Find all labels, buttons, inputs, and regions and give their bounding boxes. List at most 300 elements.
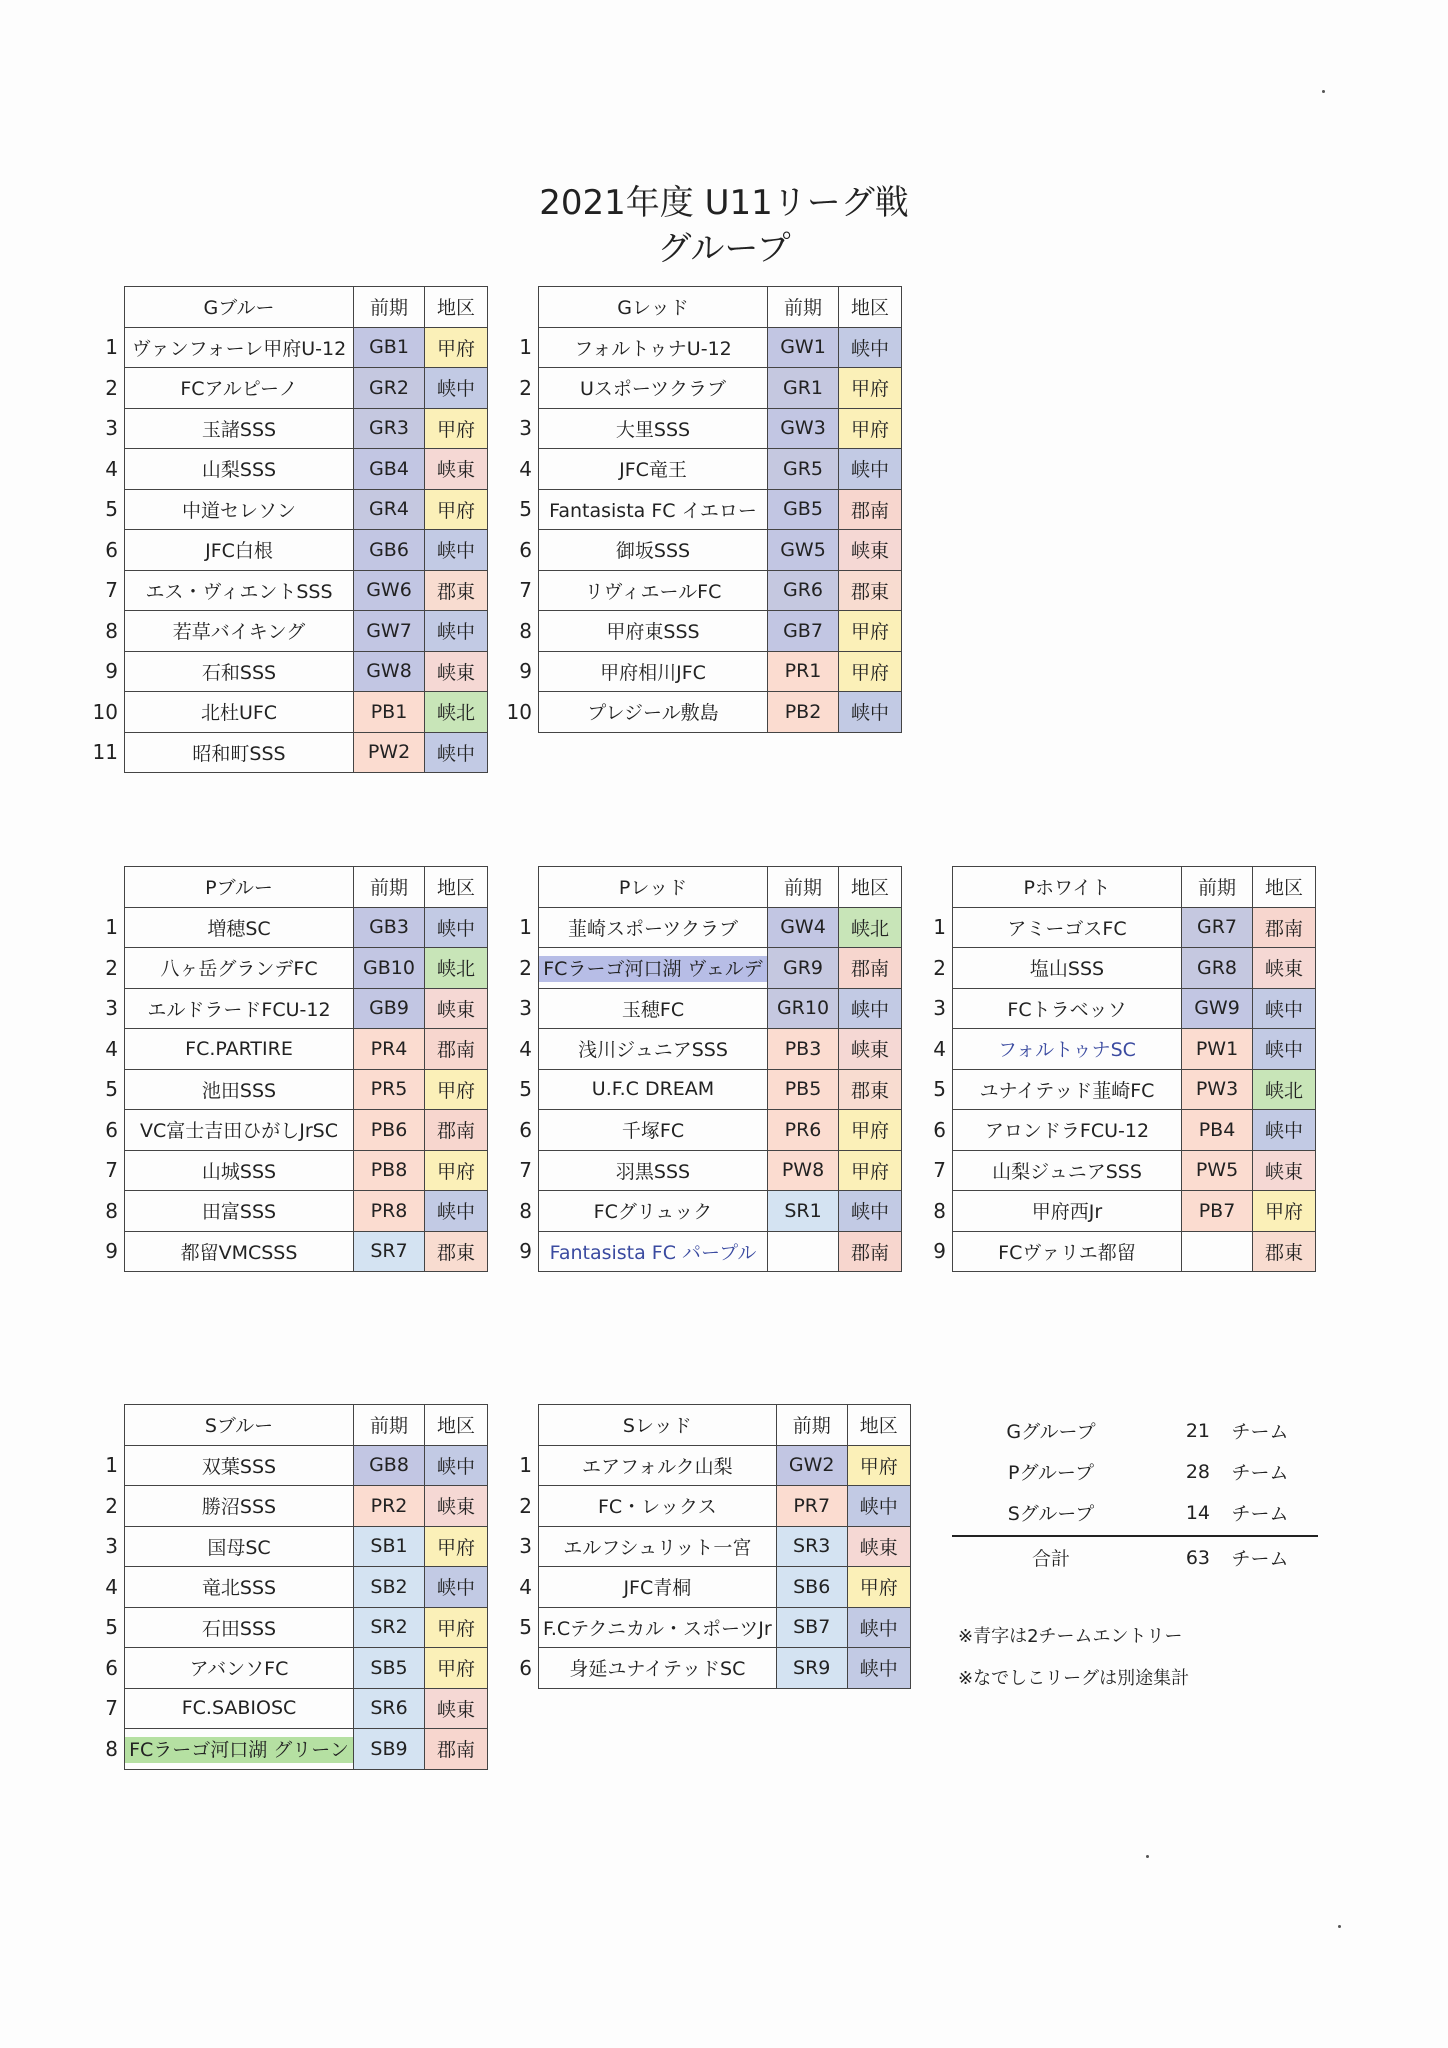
row-number: 5 bbox=[933, 1077, 946, 1102]
team-name-text: 韮崎スポーツクラブ bbox=[567, 917, 739, 940]
prev-code: PR2 bbox=[354, 1486, 425, 1527]
row-number: 6 bbox=[105, 1655, 118, 1680]
row-number: 8 bbox=[105, 1198, 118, 1223]
table-row bbox=[500, 1191, 902, 1232]
header-prev: 前期 bbox=[354, 867, 425, 908]
table-row bbox=[86, 489, 488, 530]
area: 峡中 bbox=[847, 1607, 910, 1648]
table-row bbox=[914, 988, 1316, 1029]
table-row bbox=[86, 692, 488, 733]
group-table-p-blue bbox=[86, 866, 488, 1272]
prev-code: SB1 bbox=[354, 1526, 425, 1567]
team-name-text: アロンドラFCU-12 bbox=[984, 1120, 1150, 1143]
group-table bbox=[500, 866, 902, 1272]
header-blank bbox=[86, 867, 125, 908]
team-name bbox=[125, 1486, 354, 1527]
prev-code: GB5 bbox=[768, 489, 839, 530]
table-row bbox=[86, 1191, 488, 1232]
row-number: 6 bbox=[105, 537, 118, 562]
table-row bbox=[86, 530, 488, 571]
prev-code: PR5 bbox=[354, 1069, 425, 1110]
team-name-text: リヴィエールFC bbox=[584, 580, 722, 603]
row-number: 2 bbox=[105, 375, 118, 400]
prev-code: GW7 bbox=[354, 611, 425, 652]
summary-row bbox=[952, 1492, 1318, 1533]
prev-code: GR9 bbox=[768, 948, 839, 989]
row-number: 2 bbox=[519, 1493, 532, 1518]
team-name-text: アミーゴスFC bbox=[1007, 917, 1127, 940]
team-name-text: 玉穂FC bbox=[621, 998, 685, 1021]
team-name-text: 竜北SSS bbox=[201, 1577, 277, 1600]
table-row bbox=[86, 1526, 488, 1567]
summary-count: 14 bbox=[1185, 1501, 1210, 1524]
group-table-p-red bbox=[500, 866, 902, 1272]
note-blue-text: ※青字は2チームエントリー bbox=[958, 1626, 1183, 1647]
prev-code: GB3 bbox=[354, 907, 425, 948]
team-name bbox=[953, 1029, 1182, 1070]
header-row bbox=[914, 867, 1316, 908]
title-line1: 2021年度 U11リーグ戦 bbox=[539, 183, 909, 223]
row-number: 6 bbox=[519, 1655, 532, 1680]
team-name bbox=[539, 1526, 777, 1567]
note-nadeshiko: ※なでしこリーグは別途集計 bbox=[958, 1668, 1190, 1689]
header-prev: 前期 bbox=[776, 1405, 847, 1446]
team-name-text: Fantasista FC イエロー bbox=[549, 499, 757, 522]
row-number: 4 bbox=[105, 456, 118, 481]
prev-code: GR1 bbox=[768, 368, 839, 409]
table-row bbox=[500, 449, 902, 490]
team-name bbox=[539, 530, 768, 571]
row-number: 11 bbox=[92, 740, 118, 765]
team-name-text: 身延ユナイテッドSC bbox=[569, 1658, 746, 1681]
table-row bbox=[500, 408, 902, 449]
header-blank bbox=[500, 287, 539, 328]
team-name bbox=[539, 489, 768, 530]
summary-label: Sグループ bbox=[1007, 1503, 1095, 1525]
team-name bbox=[125, 327, 354, 368]
row-number: 1 bbox=[933, 915, 946, 940]
area: 甲府 bbox=[847, 1567, 910, 1608]
prev-code: PB7 bbox=[1182, 1191, 1253, 1232]
prev-code: SR7 bbox=[354, 1231, 425, 1272]
team-name-text: JFC竜王 bbox=[619, 459, 687, 482]
group-name: Gレッド bbox=[539, 287, 768, 328]
prev-code: PB1 bbox=[354, 692, 425, 733]
prev-code: PR6 bbox=[768, 1110, 839, 1151]
header-prev: 前期 bbox=[354, 287, 425, 328]
row-number: 5 bbox=[519, 1077, 532, 1102]
area: 甲府 bbox=[425, 1648, 488, 1689]
row-number: 7 bbox=[105, 1158, 118, 1183]
row-number: 5 bbox=[519, 1615, 532, 1640]
table-row bbox=[86, 1729, 488, 1770]
team-name bbox=[125, 692, 354, 733]
team-name bbox=[539, 1607, 777, 1648]
row-number: 7 bbox=[933, 1158, 946, 1183]
team-name-text: FC.PARTIRE bbox=[185, 1037, 293, 1060]
area: 甲府 bbox=[839, 651, 902, 692]
team-name-text: FCヴァリエ都留 bbox=[998, 1241, 1136, 1264]
team-name-text: FCグリュック bbox=[593, 1201, 713, 1224]
prev-code: GR7 bbox=[1182, 907, 1253, 948]
area: 峡中 bbox=[425, 1191, 488, 1232]
team-name bbox=[125, 1191, 354, 1232]
prev-code: GB1 bbox=[354, 327, 425, 368]
header-area: 地区 bbox=[425, 1405, 488, 1446]
team-name-text: アバンソFC bbox=[189, 1658, 289, 1681]
table-row bbox=[500, 611, 902, 652]
prev-code: GW5 bbox=[768, 530, 839, 571]
area: 峡中 bbox=[425, 368, 488, 409]
area: 峡東 bbox=[425, 1688, 488, 1729]
group-name: Sブルー bbox=[125, 1405, 354, 1446]
team-name bbox=[953, 907, 1182, 948]
table-row bbox=[914, 1150, 1316, 1191]
prev-code bbox=[768, 1231, 839, 1272]
row-number: 4 bbox=[519, 1036, 532, 1061]
team-name bbox=[125, 570, 354, 611]
area: 峡東 bbox=[839, 1029, 902, 1070]
team-name bbox=[125, 1648, 354, 1689]
team-name bbox=[125, 1688, 354, 1729]
row-number: 8 bbox=[519, 1198, 532, 1223]
team-name bbox=[539, 570, 768, 611]
table-row bbox=[86, 570, 488, 611]
area: 郡南 bbox=[425, 1729, 488, 1770]
area: 郡南 bbox=[839, 948, 902, 989]
row-number: 4 bbox=[933, 1036, 946, 1061]
table-row bbox=[500, 1648, 910, 1689]
table-row bbox=[86, 1648, 488, 1689]
prev-code: GW6 bbox=[354, 570, 425, 611]
area: 郡南 bbox=[839, 489, 902, 530]
prev-code: GW4 bbox=[768, 907, 839, 948]
area: 甲府 bbox=[425, 408, 488, 449]
team-name bbox=[539, 692, 768, 733]
table-row bbox=[86, 1688, 488, 1729]
prev-code: GW1 bbox=[768, 327, 839, 368]
row-number: 6 bbox=[933, 1117, 946, 1142]
team-name bbox=[953, 1191, 1182, 1232]
area: 峡中 bbox=[1253, 1029, 1316, 1070]
team-name-text: FC・レックス bbox=[597, 1496, 717, 1519]
team-name bbox=[539, 408, 768, 449]
row-number: 9 bbox=[519, 659, 532, 684]
summary-total-unit: チーム bbox=[1231, 1548, 1289, 1570]
team-name-text: 甲府東SSS bbox=[606, 621, 700, 644]
scan-speck bbox=[1146, 1855, 1149, 1858]
team-name-text: 千塚FC bbox=[621, 1120, 685, 1143]
header-blank bbox=[500, 1405, 539, 1446]
team-name bbox=[953, 1110, 1182, 1151]
team-name-text: Uスポーツクラブ bbox=[580, 378, 726, 401]
team-name bbox=[953, 948, 1182, 989]
team-name bbox=[125, 1110, 354, 1151]
prev-code: SR3 bbox=[776, 1526, 847, 1567]
prev-code: GB7 bbox=[768, 611, 839, 652]
table-row bbox=[500, 692, 902, 733]
prev-code: SB2 bbox=[354, 1567, 425, 1608]
team-name-text: 増穂SC bbox=[207, 917, 271, 940]
row-number: 8 bbox=[105, 1736, 118, 1761]
team-name bbox=[125, 1029, 354, 1070]
area: 甲府 bbox=[839, 1110, 902, 1151]
scan-speck bbox=[1322, 90, 1325, 93]
team-name bbox=[125, 651, 354, 692]
table-row bbox=[500, 1069, 902, 1110]
table-row bbox=[86, 1486, 488, 1527]
group-name: Pブルー bbox=[125, 867, 354, 908]
table-row bbox=[86, 907, 488, 948]
group-table-g-red bbox=[500, 286, 902, 733]
area: 峡北 bbox=[1253, 1069, 1316, 1110]
team-name-text: FCアルピーノ bbox=[180, 378, 298, 401]
row-number: 7 bbox=[519, 1158, 532, 1183]
row-number: 7 bbox=[105, 1696, 118, 1721]
team-name bbox=[125, 1231, 354, 1272]
table-row bbox=[86, 327, 488, 368]
header-row bbox=[86, 287, 488, 328]
summary-label: Gグループ bbox=[1006, 1421, 1096, 1443]
area: 郡東 bbox=[1253, 1231, 1316, 1272]
area: 甲府 bbox=[839, 408, 902, 449]
prev-code: PR7 bbox=[776, 1486, 847, 1527]
area: 甲府 bbox=[425, 327, 488, 368]
team-name-text: FCラーゴ河口湖 ヴェルデ bbox=[539, 956, 766, 982]
area: 郡南 bbox=[425, 1029, 488, 1070]
prev-code: GW9 bbox=[1182, 988, 1253, 1029]
row-number: 1 bbox=[519, 335, 532, 360]
team-name bbox=[125, 1526, 354, 1567]
team-name bbox=[539, 1231, 768, 1272]
table-row bbox=[500, 651, 902, 692]
area: 峡東 bbox=[1253, 948, 1316, 989]
area: 郡東 bbox=[839, 1069, 902, 1110]
team-name bbox=[539, 1029, 768, 1070]
summary-total-label: 合計 bbox=[1031, 1548, 1070, 1570]
team-name bbox=[539, 948, 768, 989]
row-number: 1 bbox=[105, 335, 118, 360]
area: 甲府 bbox=[1253, 1191, 1316, 1232]
row-number: 2 bbox=[933, 955, 946, 980]
group-table-g-blue bbox=[86, 286, 488, 773]
row-number: 10 bbox=[92, 699, 118, 724]
area: 郡南 bbox=[1253, 907, 1316, 948]
prev-code: PB8 bbox=[354, 1150, 425, 1191]
row-number: 3 bbox=[519, 416, 532, 441]
prev-code: PW2 bbox=[354, 732, 425, 773]
row-number: 4 bbox=[105, 1036, 118, 1061]
team-name bbox=[125, 1069, 354, 1110]
team-name-text: 御坂SSS bbox=[615, 540, 691, 563]
area: 峡北 bbox=[425, 692, 488, 733]
header-row bbox=[500, 867, 902, 908]
area: 峡中 bbox=[1253, 988, 1316, 1029]
prev-code: GW8 bbox=[354, 651, 425, 692]
group-name: Gブルー bbox=[125, 287, 354, 328]
summary-row bbox=[952, 1451, 1318, 1492]
area: 峡東 bbox=[839, 530, 902, 571]
team-name bbox=[125, 611, 354, 652]
area: 甲府 bbox=[847, 1445, 910, 1486]
table-row bbox=[86, 1445, 488, 1486]
team-name-text: 羽黒SSS bbox=[615, 1160, 691, 1183]
team-name-text: エアフォルク山梨 bbox=[582, 1455, 733, 1478]
header-row bbox=[86, 867, 488, 908]
group-table bbox=[86, 1404, 488, 1770]
header-row bbox=[86, 1405, 488, 1446]
row-number: 8 bbox=[105, 618, 118, 643]
row-number: 3 bbox=[105, 996, 118, 1021]
team-name bbox=[125, 1567, 354, 1608]
prev-code: GW3 bbox=[768, 408, 839, 449]
team-name bbox=[125, 449, 354, 490]
table-row bbox=[914, 948, 1316, 989]
team-name-text: Fantasista FC パープル bbox=[549, 1241, 757, 1264]
group-table bbox=[500, 286, 902, 733]
table-row bbox=[86, 988, 488, 1029]
team-name bbox=[953, 1069, 1182, 1110]
area: 甲府 bbox=[839, 611, 902, 652]
area: 甲府 bbox=[425, 489, 488, 530]
area: 峡中 bbox=[425, 907, 488, 948]
area: 峡東 bbox=[1253, 1150, 1316, 1191]
title-line2: グループ bbox=[657, 229, 791, 269]
area: 峡中 bbox=[425, 1445, 488, 1486]
team-count-summary bbox=[952, 1410, 1318, 1578]
group-name: Sレッド bbox=[539, 1405, 777, 1446]
area: 峡中 bbox=[425, 1567, 488, 1608]
prev-code: GB10 bbox=[354, 948, 425, 989]
prev-code: PW3 bbox=[1182, 1069, 1253, 1110]
group-table bbox=[86, 286, 488, 773]
summary-row bbox=[952, 1410, 1318, 1451]
team-name-text: 田富SSS bbox=[201, 1201, 277, 1224]
group-table-s-red bbox=[500, 1404, 911, 1689]
group-table-s-blue bbox=[86, 1404, 488, 1770]
row-number: 7 bbox=[105, 578, 118, 603]
team-name-text: エルドラードFCU-12 bbox=[147, 998, 331, 1021]
team-name-text: 勝沼SSS bbox=[201, 1496, 277, 1519]
team-name bbox=[539, 1486, 777, 1527]
row-number: 1 bbox=[519, 915, 532, 940]
team-name-text: VC富士吉田ひがしJrSC bbox=[139, 1120, 338, 1143]
table-row bbox=[86, 611, 488, 652]
row-number: 1 bbox=[105, 915, 118, 940]
group-name: Pホワイト bbox=[953, 867, 1182, 908]
team-name-text: 国母SC bbox=[207, 1536, 271, 1559]
prev-code: SB9 bbox=[354, 1729, 425, 1770]
area: 峡東 bbox=[425, 449, 488, 490]
team-name-text: 甲府相川JFC bbox=[600, 661, 706, 684]
row-number: 6 bbox=[519, 1117, 532, 1142]
area: 甲府 bbox=[425, 1526, 488, 1567]
prev-code bbox=[1182, 1231, 1253, 1272]
header-prev: 前期 bbox=[1182, 867, 1253, 908]
team-name bbox=[539, 1648, 777, 1689]
area: 峡中 bbox=[847, 1648, 910, 1689]
prev-code: SR2 bbox=[354, 1607, 425, 1648]
group-table bbox=[500, 1404, 911, 1689]
area: 郡南 bbox=[425, 1110, 488, 1151]
team-name bbox=[125, 530, 354, 571]
prev-code: GB6 bbox=[354, 530, 425, 571]
row-number: 8 bbox=[933, 1198, 946, 1223]
table-row bbox=[500, 907, 902, 948]
prev-code: GB4 bbox=[354, 449, 425, 490]
row-number: 2 bbox=[519, 375, 532, 400]
prev-code: PB2 bbox=[768, 692, 839, 733]
scan-speck bbox=[1338, 1925, 1341, 1928]
team-name-text: 玉諸SSS bbox=[201, 418, 277, 441]
team-name-text: 山梨ジュニアSSS bbox=[992, 1160, 1142, 1183]
summary-count: 21 bbox=[1185, 1419, 1210, 1442]
team-name-text: 八ヶ岳グランデFC bbox=[160, 958, 318, 981]
table-row bbox=[86, 732, 488, 773]
area: 甲府 bbox=[839, 368, 902, 409]
area: 峡中 bbox=[839, 327, 902, 368]
team-name bbox=[125, 907, 354, 948]
area: 峡中 bbox=[1253, 1110, 1316, 1151]
team-name bbox=[125, 489, 354, 530]
prev-code: PB3 bbox=[768, 1029, 839, 1070]
team-name bbox=[125, 1607, 354, 1648]
table-row bbox=[914, 1231, 1316, 1272]
team-name-text: 双葉SSS bbox=[201, 1455, 277, 1478]
table-row bbox=[500, 327, 902, 368]
area: 峡中 bbox=[425, 732, 488, 773]
group-table bbox=[86, 866, 488, 1272]
area: 峡東 bbox=[425, 1486, 488, 1527]
table-row bbox=[500, 1110, 902, 1151]
team-name-text: 昭和町SSS bbox=[192, 742, 286, 765]
prev-code: PW8 bbox=[768, 1150, 839, 1191]
prev-code: PW5 bbox=[1182, 1150, 1253, 1191]
area: 峡中 bbox=[839, 449, 902, 490]
team-name bbox=[539, 449, 768, 490]
row-number: 3 bbox=[519, 996, 532, 1021]
area: 峡中 bbox=[839, 988, 902, 1029]
area: 峡中 bbox=[425, 530, 488, 571]
team-name bbox=[539, 651, 768, 692]
team-name-text: エス・ヴィエントSSS bbox=[145, 580, 333, 603]
team-name bbox=[539, 907, 768, 948]
team-name-text: JFC白根 bbox=[205, 540, 273, 563]
table-row bbox=[500, 1029, 902, 1070]
table-row bbox=[500, 988, 902, 1029]
table-row bbox=[500, 570, 902, 611]
team-name bbox=[539, 368, 768, 409]
team-name-text: 中道セレソン bbox=[181, 499, 296, 522]
team-name bbox=[539, 1445, 777, 1486]
table-row bbox=[500, 948, 902, 989]
team-name-text: 都留VMCSSS bbox=[180, 1241, 298, 1264]
row-number: 4 bbox=[105, 1574, 118, 1599]
summary-total-row bbox=[952, 1537, 1318, 1578]
row-number: 5 bbox=[105, 497, 118, 522]
area: 甲府 bbox=[425, 1069, 488, 1110]
prev-code: PR4 bbox=[354, 1029, 425, 1070]
row-number: 5 bbox=[105, 1077, 118, 1102]
header-area: 地区 bbox=[1253, 867, 1316, 908]
summary-unit: チーム bbox=[1231, 1503, 1289, 1525]
team-name-text: 山梨SSS bbox=[201, 459, 277, 482]
team-name-text: フォルトゥナU-12 bbox=[574, 337, 732, 360]
row-number: 7 bbox=[519, 578, 532, 603]
team-name bbox=[125, 1445, 354, 1486]
team-name-text: プレジール敷島 bbox=[587, 702, 719, 725]
area: 峡中 bbox=[839, 692, 902, 733]
